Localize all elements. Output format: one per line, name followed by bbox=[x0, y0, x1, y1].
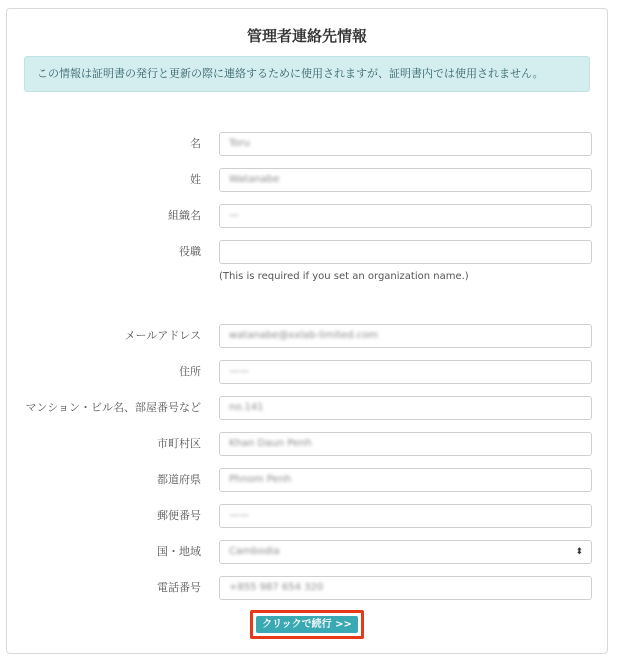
prefecture-field[interactable] bbox=[219, 468, 592, 492]
address-label: 住所 bbox=[179, 365, 201, 378]
info-notice: この情報は証明書の発行と更新の際に連絡するために使用されますが、証明書内では使用されません。 bbox=[24, 56, 590, 92]
phone-label: 電話番号 bbox=[157, 581, 201, 594]
phone-value: +855 987 654 320 bbox=[229, 582, 324, 593]
email-value: watanabe@xxlab-limited.com bbox=[229, 330, 379, 341]
building-row bbox=[7, 396, 609, 420]
phone-row bbox=[7, 576, 609, 600]
postal-code-value: —— bbox=[229, 510, 249, 521]
last-name-label: 姓 bbox=[190, 173, 201, 186]
prefecture-row bbox=[7, 468, 609, 492]
prefecture-label: 都道府県 bbox=[157, 473, 201, 486]
postal-code-field[interactable] bbox=[219, 504, 592, 528]
city-label: 市町村区 bbox=[157, 437, 201, 450]
address-field[interactable] bbox=[219, 360, 592, 384]
organization-value: — bbox=[229, 210, 239, 221]
job-title-field[interactable] bbox=[219, 240, 592, 264]
country-value: Cambodia bbox=[229, 546, 280, 557]
first-name-value: Toru bbox=[229, 138, 250, 149]
first-name-field[interactable] bbox=[219, 132, 592, 156]
country-row bbox=[7, 540, 609, 564]
contact-form-card bbox=[6, 8, 608, 654]
continue-button[interactable]: クリックで続行 >> bbox=[256, 616, 358, 633]
email-field[interactable] bbox=[219, 324, 592, 348]
prefecture-value: Phnom Penh bbox=[229, 474, 292, 485]
first-name-row bbox=[7, 132, 609, 156]
job-title-row bbox=[7, 240, 609, 264]
last-name-row bbox=[7, 168, 609, 192]
select-caret-icon: ⬍ bbox=[575, 547, 583, 557]
city-value: Khan Daun Penh bbox=[229, 438, 312, 449]
postal-code-label: 郵便番号 bbox=[157, 509, 201, 522]
first-name-label: 名 bbox=[190, 137, 201, 150]
country-label: 国・地域 bbox=[157, 545, 201, 558]
phone-field[interactable] bbox=[219, 576, 592, 600]
postal-code-row bbox=[7, 504, 609, 528]
city-field[interactable] bbox=[219, 432, 592, 456]
building-field[interactable] bbox=[219, 396, 592, 420]
address-row bbox=[7, 360, 609, 384]
city-row bbox=[7, 432, 609, 456]
email-row bbox=[7, 324, 609, 348]
organization-label: 組織名 bbox=[168, 209, 201, 222]
last-name-field[interactable] bbox=[219, 168, 592, 192]
organization-row bbox=[7, 204, 609, 228]
building-value: no.141 bbox=[229, 402, 264, 413]
address-value: —— bbox=[229, 366, 249, 377]
country-select[interactable] bbox=[219, 540, 592, 564]
organization-hint: (This is required if you set an organization name.) bbox=[219, 271, 469, 282]
continue-button-highlight bbox=[250, 610, 364, 639]
organization-field[interactable] bbox=[219, 204, 592, 228]
form-title: 管理者連絡先情報 bbox=[246, 27, 367, 45]
job-title-label: 役職 bbox=[179, 245, 201, 258]
building-label: マンション・ビル名、部屋番号など bbox=[25, 401, 201, 414]
last-name-value: Watanabe bbox=[229, 174, 280, 185]
email-label: メールアドレス bbox=[124, 329, 201, 342]
